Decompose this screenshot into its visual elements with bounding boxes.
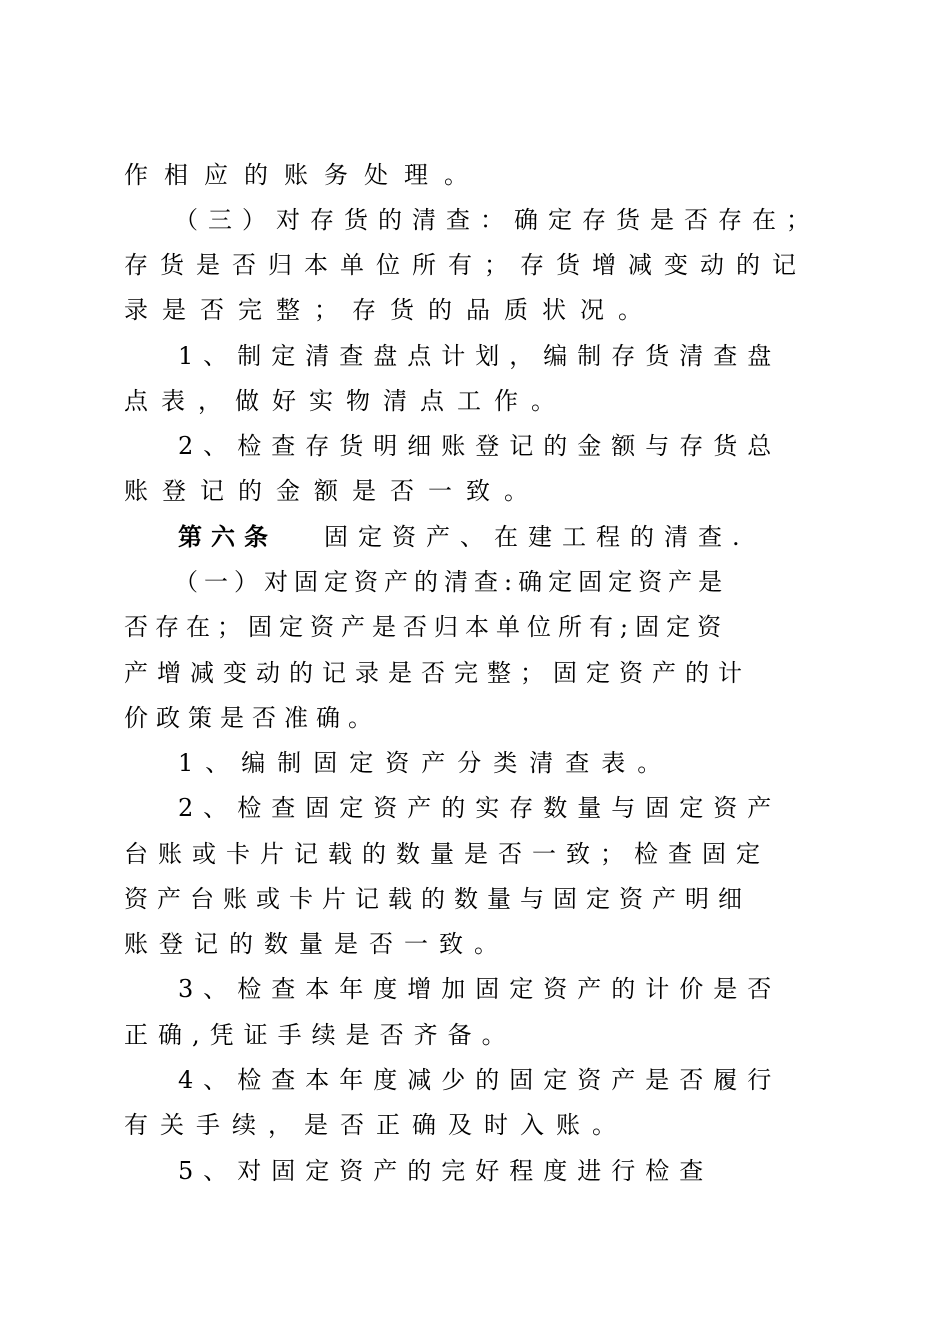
text-line	[0, 604, 950, 650]
line-text: 固定资产、在建工程的清查.	[324, 523, 750, 551]
line-text: 点表，做好实物清点工作。	[124, 387, 568, 415]
text-line	[0, 559, 950, 605]
line-text: 存货是否归本单位所有；存货增减变动的记	[124, 251, 808, 279]
text-line	[0, 152, 950, 198]
line-text: 录是否完整；存货的品质状况。	[124, 296, 656, 324]
text-line	[0, 242, 950, 288]
text-line	[0, 287, 950, 333]
line-text: 1、制定清查盘点计划，编制存货清查盘	[178, 342, 782, 370]
text-line	[0, 1102, 950, 1148]
text-line	[0, 876, 950, 922]
text-line	[0, 514, 950, 560]
line-text: 正确,凭证手续是否齐备。	[124, 1021, 516, 1049]
text-line	[0, 1148, 950, 1194]
text-line	[0, 423, 950, 469]
line-text: 3、检查本年度增加固定资产的计价是否	[178, 975, 782, 1003]
text-line	[0, 650, 950, 696]
text-line	[0, 1057, 950, 1103]
line-text: 账登记的金额是否一致。	[124, 477, 542, 505]
text-line	[0, 197, 950, 243]
line-text: 否存在；固定资产是否归本单位所有;固定资	[124, 613, 729, 641]
line-text: （一）对固定资产的清查:确定固定资产是	[174, 568, 729, 596]
text-line	[0, 378, 950, 424]
text-line	[0, 966, 950, 1012]
text-line	[0, 333, 950, 379]
line-text: 作相应的账务处理。	[124, 161, 484, 189]
line-text: 1、编制固定资产分类清查表。	[178, 749, 674, 777]
line-text: 价政策是否准确。	[124, 704, 380, 732]
line-text: 有关手续，是否正确及时入账。	[124, 1111, 628, 1139]
text-line	[0, 468, 950, 514]
text-line	[0, 831, 950, 877]
text-line	[0, 921, 950, 967]
line-text: 2、检查固定资产的实存数量与固定资产	[178, 794, 782, 822]
line-text: 5、对固定资产的完好程度进行检查	[178, 1157, 714, 1185]
line-text: 资产台账或卡片记载的数量与固定资产明细	[124, 885, 751, 913]
line-text: 账登记的数量是否一致。	[124, 930, 509, 958]
text-line	[0, 695, 950, 741]
line-text: 4、检查本年度减少的固定资产是否履行	[178, 1066, 782, 1094]
line-text: 产增减变动的记录是否完整；固定资产的计	[124, 659, 751, 687]
line-text: 台账或卡片记载的数量是否一致；检查固定	[124, 840, 770, 868]
text-line	[0, 1012, 950, 1058]
line-text: 2、检查存货明细账登记的金额与存货总	[178, 432, 782, 460]
text-line	[0, 785, 950, 831]
line-text: （三）对存货的清查：确定存货是否存在；	[174, 206, 820, 234]
article-heading: 第六条	[178, 522, 277, 551]
text-line	[0, 740, 950, 786]
